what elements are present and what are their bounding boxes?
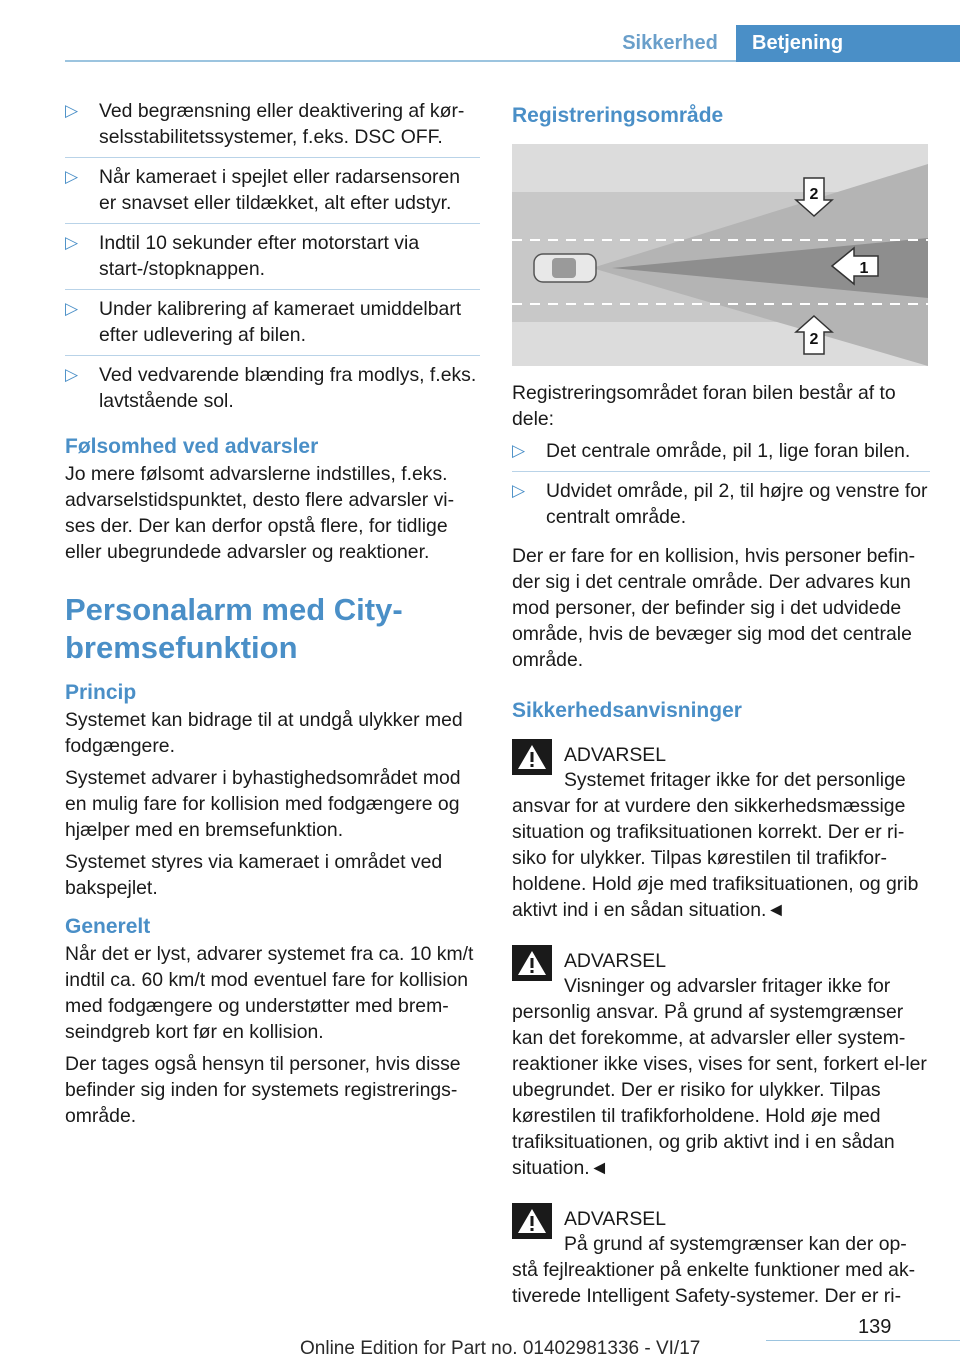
warning-triangle-icon (512, 1203, 552, 1239)
list-item: ▷ Ved vedvarende blænding fra modlys, f.eks. lavtstående sol. (65, 364, 477, 412)
warning-block (512, 1193, 930, 1309)
page-number: 139 (858, 1316, 892, 1338)
registration-intro: Registreringsområdet foran bilen består af to dele: (512, 382, 896, 430)
detection-area-diagram (512, 144, 928, 366)
warning-triangle-icon (512, 945, 552, 981)
general-paragraph: Der tages også hensyn til personer, hvis disse befinder sig inden for systemets registrerings-område. (65, 1053, 461, 1127)
triangle-bullet-icon: ▷ (512, 441, 526, 460)
registration-heading: Registreringsområde (512, 104, 724, 127)
principle-heading: Princip (65, 681, 137, 704)
registration-text: Der er fare for en kollision, hvis personer befin-der sig i det centrale område. Der advares kun mod personer, der befinder sig i det udvidede område, hvis de bevæger sig mod det centrale område. (512, 545, 916, 671)
warning-block (512, 935, 930, 1181)
warning-text: På grund af systemgrænser kan der op-stå fejlreaktioner på enkelte funktioner med ak-tiverede Intelligent Safety-systemer. Der er ri- (512, 1233, 916, 1307)
footer-rule (766, 1340, 960, 1341)
principle-paragraph: Systemet kan bidrage til at undgå ulykker med fodgængere. (65, 709, 463, 757)
warning-block (512, 729, 930, 923)
principle-paragraph: Systemet styres via kameraet i området ved bakspejlet. (65, 851, 443, 899)
list-item: ▷ Indtil 10 sekunder efter motorstart via start-/stopknappen. (65, 230, 480, 290)
list-item: ▷ Under kalibrering af kameraet umiddelbart efter udlevering af bilen. (65, 296, 480, 356)
triangle-bullet-icon: ▷ (65, 167, 79, 186)
warning-title: ADVARSEL (564, 950, 667, 972)
sensitivity-heading: Følsomhed ved advarsler (65, 435, 319, 458)
right-column (512, 98, 930, 1321)
tab-betjening[interactable]: Betjening (736, 25, 960, 62)
arrow-1-label: 1 (859, 260, 869, 277)
warning-text: Systemet fritager ikke for det personlige ansvar for at vurdere den sikkerhedsmæssige situation og trafiksituationen korrekt. Der er ri-siko for ulykker. Tilpas kørestilen til trafikfor-holdene. Hold øje med trafiksituationen, og grib aktivt ind i en sådan situation.◄ (512, 769, 919, 921)
sensitivity-text: Jo mere følsomt advarslerne indstilles, f.eks. advarselstidspunktet, desto flere advarsler vi-ses der. Der kan derfor opstå flere, for tidlige eller ubegrundede advarsler og reaktioner. (65, 463, 455, 563)
list-item: ▷ Når kameraet i spejlet eller radarsensoren er snavset eller tildækket, alt efter udstyr. (65, 164, 480, 224)
general-paragraph: Når det er lyst, advarer systemet fra ca. 10 km/t indtil ca. 60 km/t mod eventuel fare for kollision med fodgængere og understøtter med brem-seindgreb kort før en kollision. (65, 943, 474, 1043)
list-item: ▷ Udvidet område, pil 2, til højre og venstre for centralt område. (512, 480, 928, 528)
arrow-2-bottom-label: 2 (809, 331, 819, 348)
left-column (65, 98, 480, 1135)
edition-footer: Online Edition for Part no. 01402981336 - VI/17 (300, 1338, 701, 1359)
main-heading: Personalarm med City-bremsefunktion (65, 592, 403, 665)
triangle-bullet-icon: ▷ (65, 299, 79, 318)
principle-paragraph: Systemet advarer i byhastighedsområdet mod en mulig fare for kollision med fodgængere og hjælper med en bremsefunktion. (65, 767, 461, 841)
list-item: ▷ Ved begrænsning eller deaktivering af kør-selsstabilitetssystemer, f.eks. DSC OFF. (65, 98, 480, 158)
condition-list (65, 98, 480, 421)
triangle-bullet-icon: ▷ (65, 365, 79, 384)
general-heading: Generelt (65, 915, 151, 938)
registration-list (512, 438, 930, 537)
tab-sikkerhed[interactable]: Sikkerhed (622, 32, 718, 54)
warning-title: ADVARSEL (564, 744, 667, 766)
list-item: ▷ Det centrale område, pil 1, lige foran bilen. (512, 438, 930, 472)
warning-text: Visninger og advarsler fritager ikke for personlig ansvar. På grund af systemgrænser kan det forekomme, at advarsler eller system-reaktioner ikke vises, vises for sent, forkert el-ler ubegrundet. Der er risiko for ulykker. Tilpas kørestilen til trafikforholdene. Hold øje med trafiksituationen, og grib aktivt ind i en sådan situation.◄ (512, 975, 927, 1179)
triangle-bullet-icon: ▷ (65, 233, 79, 252)
car-icon (534, 254, 596, 282)
safety-heading: Sikkerhedsanvisninger (512, 699, 742, 722)
triangle-bullet-icon: ▷ (512, 481, 526, 500)
warning-triangle-icon (512, 739, 552, 775)
triangle-bullet-icon: ▷ (65, 101, 79, 120)
arrow-2-top-label: 2 (809, 186, 819, 203)
warning-title: ADVARSEL (564, 1208, 667, 1230)
